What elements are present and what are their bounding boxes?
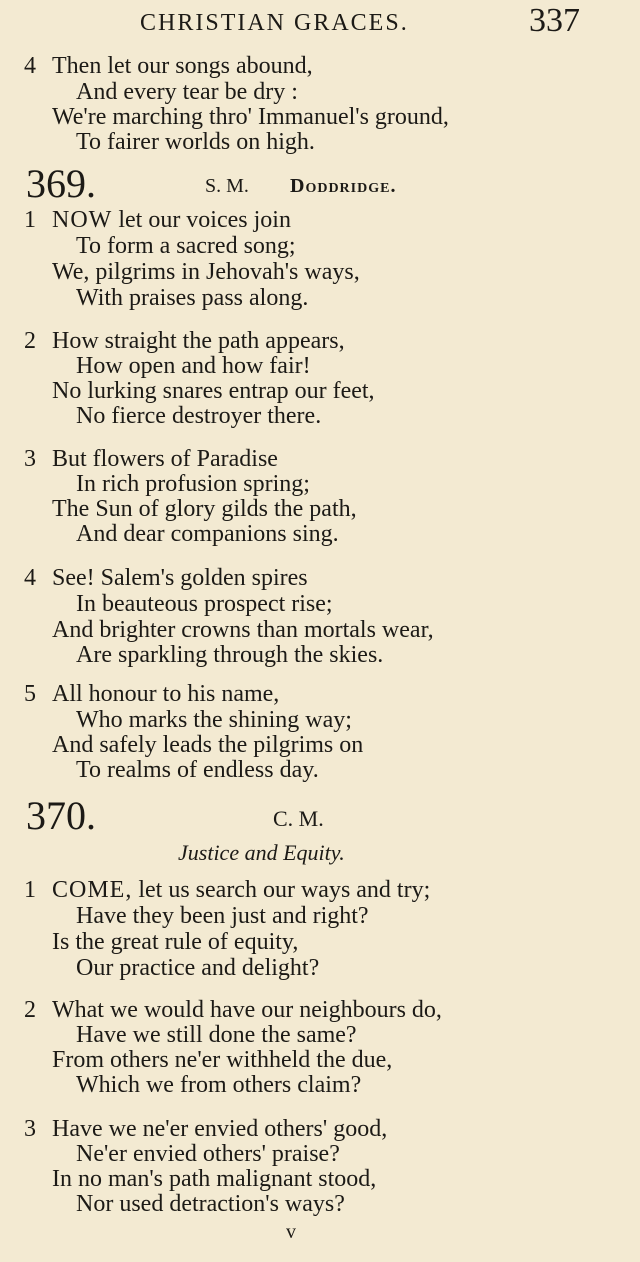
verse-line: From others ne'er withheld the due, <box>52 1047 393 1073</box>
verse-line: No fierce destroyer there. <box>76 403 322 429</box>
verse-line: In beauteous prospect rise; <box>76 591 333 617</box>
verse-first-word: COME, <box>52 877 133 903</box>
verse-line: Who marks the shining way; <box>76 707 352 733</box>
hymn-meter: S. M. <box>205 175 249 197</box>
verse-line: See! Salem's golden spires <box>52 565 308 591</box>
verse-line: No lurking snares entrap our feet, <box>52 378 375 404</box>
verse-first-word: NOW <box>52 207 113 233</box>
running-header: CHRISTIAN GRACES. <box>140 10 409 36</box>
verse-line <box>52 208 291 232</box>
verse-line: Have we still done the same? <box>76 1022 357 1048</box>
verse-line: Is the great rule of equity, <box>52 929 299 955</box>
verse-line: Then let our songs abound, <box>52 53 313 79</box>
verse-number: 5 <box>24 681 36 707</box>
hymn-number: 370. <box>26 793 96 838</box>
verse-line: But flowers of Paradise <box>52 446 278 472</box>
verse-line: Which we from others claim? <box>76 1072 362 1098</box>
verse-number: 4 <box>24 53 36 79</box>
verse-line: Our practice and delight? <box>76 955 320 981</box>
signature-mark: v <box>286 1221 296 1243</box>
verse-line: To realms of endless day. <box>76 757 319 783</box>
verse-line: We're marching thro' Immanuel's ground, <box>52 104 449 130</box>
verse-line: To fairer worlds on high. <box>76 129 315 155</box>
verse-line: What we would have our neighbours do, <box>52 997 442 1023</box>
verse-line: We, pilgrims in Jehovah's ways, <box>52 259 360 285</box>
verse-number: 4 <box>24 565 36 591</box>
verse-line: How straight the path appears, <box>52 328 345 354</box>
verse-line: Are sparkling through the skies. <box>76 642 384 668</box>
verse-line: And every tear be dry : <box>76 79 298 105</box>
verse-line: How open and how fair! <box>76 353 311 379</box>
verse-line: With praises pass along. <box>76 285 309 311</box>
verse-line: And safely leads the pilgrims on <box>52 732 364 758</box>
verse-line: Nor used detraction's ways? <box>76 1191 345 1217</box>
hymn-author: Doddridge. <box>290 175 397 197</box>
verse-line: Ne'er envied others' praise? <box>76 1141 340 1167</box>
verse-number: 3 <box>24 446 36 472</box>
verse-line: All honour to his name, <box>52 681 280 707</box>
verse-number: 1 <box>24 207 36 233</box>
verse-first-rest: let us search our ways and try; <box>132 877 431 903</box>
verse-line: In no man's path malignant stood, <box>52 1166 377 1192</box>
verse-line: Have we ne'er envied others' good, <box>52 1116 388 1142</box>
verse-line <box>52 878 430 902</box>
verse-line: Have they been just and right? <box>76 903 369 929</box>
verse-line: And brighter crowns than mortals wear, <box>52 617 434 643</box>
verse-first-rest: let our voices join <box>112 207 291 233</box>
page-number: 337 <box>529 2 580 39</box>
verse-line: And dear companions sing. <box>76 521 339 547</box>
hymn-subtitle: Justice and Equity. <box>178 840 345 865</box>
verse-number: 3 <box>24 1116 36 1142</box>
verse-line: To form a sacred song; <box>76 233 296 259</box>
verse-number: 1 <box>24 877 36 903</box>
verse-line: In rich profusion spring; <box>76 471 310 497</box>
verse-number: 2 <box>24 328 36 354</box>
verse-line: The Sun of glory gilds the path, <box>52 496 357 522</box>
verse-number: 2 <box>24 997 36 1023</box>
hymn-number: 369. <box>26 161 96 206</box>
hymn-meter: C. M. <box>273 806 324 831</box>
